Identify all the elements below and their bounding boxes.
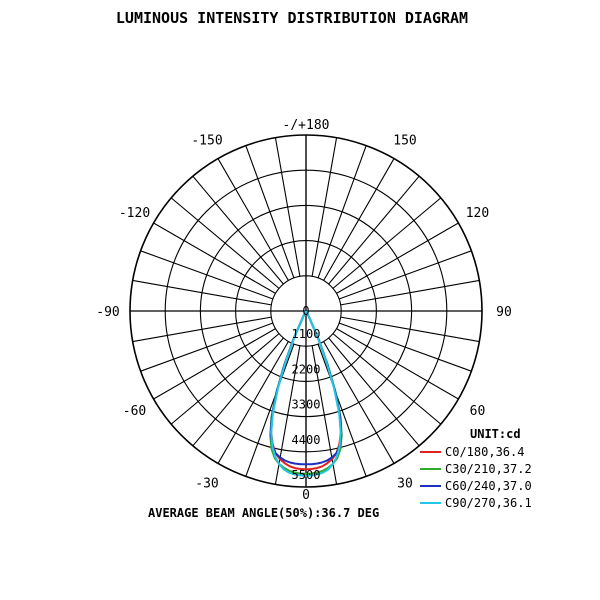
angle-label: -150	[191, 133, 223, 149]
grid-spoke	[141, 251, 273, 299]
grid-spoke	[275, 138, 299, 277]
grid-spoke	[133, 317, 272, 341]
angle-label: -120	[118, 206, 151, 221]
ring-value-label: 4400	[291, 432, 321, 447]
grid-spoke	[341, 317, 480, 341]
ring-value-label: 0	[302, 304, 310, 318]
grid-spoke	[246, 146, 294, 278]
ring-value-label: 5500	[291, 468, 321, 482]
grid-spoke	[133, 280, 272, 304]
legend-entry: C90/270,36.1	[445, 496, 532, 510]
grid-spoke	[339, 251, 471, 299]
angle-label: -/+180	[282, 118, 330, 133]
angle-label: 150	[393, 133, 417, 149]
grid-spoke	[246, 344, 294, 476]
grid-spoke	[339, 323, 471, 371]
angle-label: -30	[195, 476, 219, 492]
grid-spoke	[141, 323, 273, 371]
grid-spoke	[341, 280, 480, 304]
legend-unit: UNIT:cd	[470, 427, 521, 441]
legend-entry: C0/180,36.4	[445, 445, 525, 459]
ring-value-label: 3300	[291, 397, 321, 412]
grid-spoke	[312, 138, 336, 277]
grid-spoke	[318, 146, 366, 278]
beam-angle-text: AVERAGE BEAM ANGLE(50%):36.7 DEG	[148, 506, 380, 520]
angle-label: 0	[302, 488, 310, 503]
angle-label: 90	[496, 305, 512, 320]
legend	[420, 427, 532, 510]
angle-label: 120	[465, 206, 490, 221]
angle-label: -90	[96, 305, 120, 320]
angle-label: -60	[122, 404, 147, 419]
angle-label: 60	[469, 404, 486, 419]
legend-entry: C30/210,37.2	[445, 462, 532, 476]
ring-value-label: 2200	[291, 362, 321, 377]
legend-entry: C60/240,37.0	[445, 479, 532, 493]
ring-value-label: 1100	[291, 327, 321, 342]
angle-label: 30	[397, 476, 413, 492]
page-title: LUMINOUS INTENSITY DISTRIBUTION DIAGRAM	[115, 9, 469, 27]
grid-spoke	[318, 344, 366, 476]
